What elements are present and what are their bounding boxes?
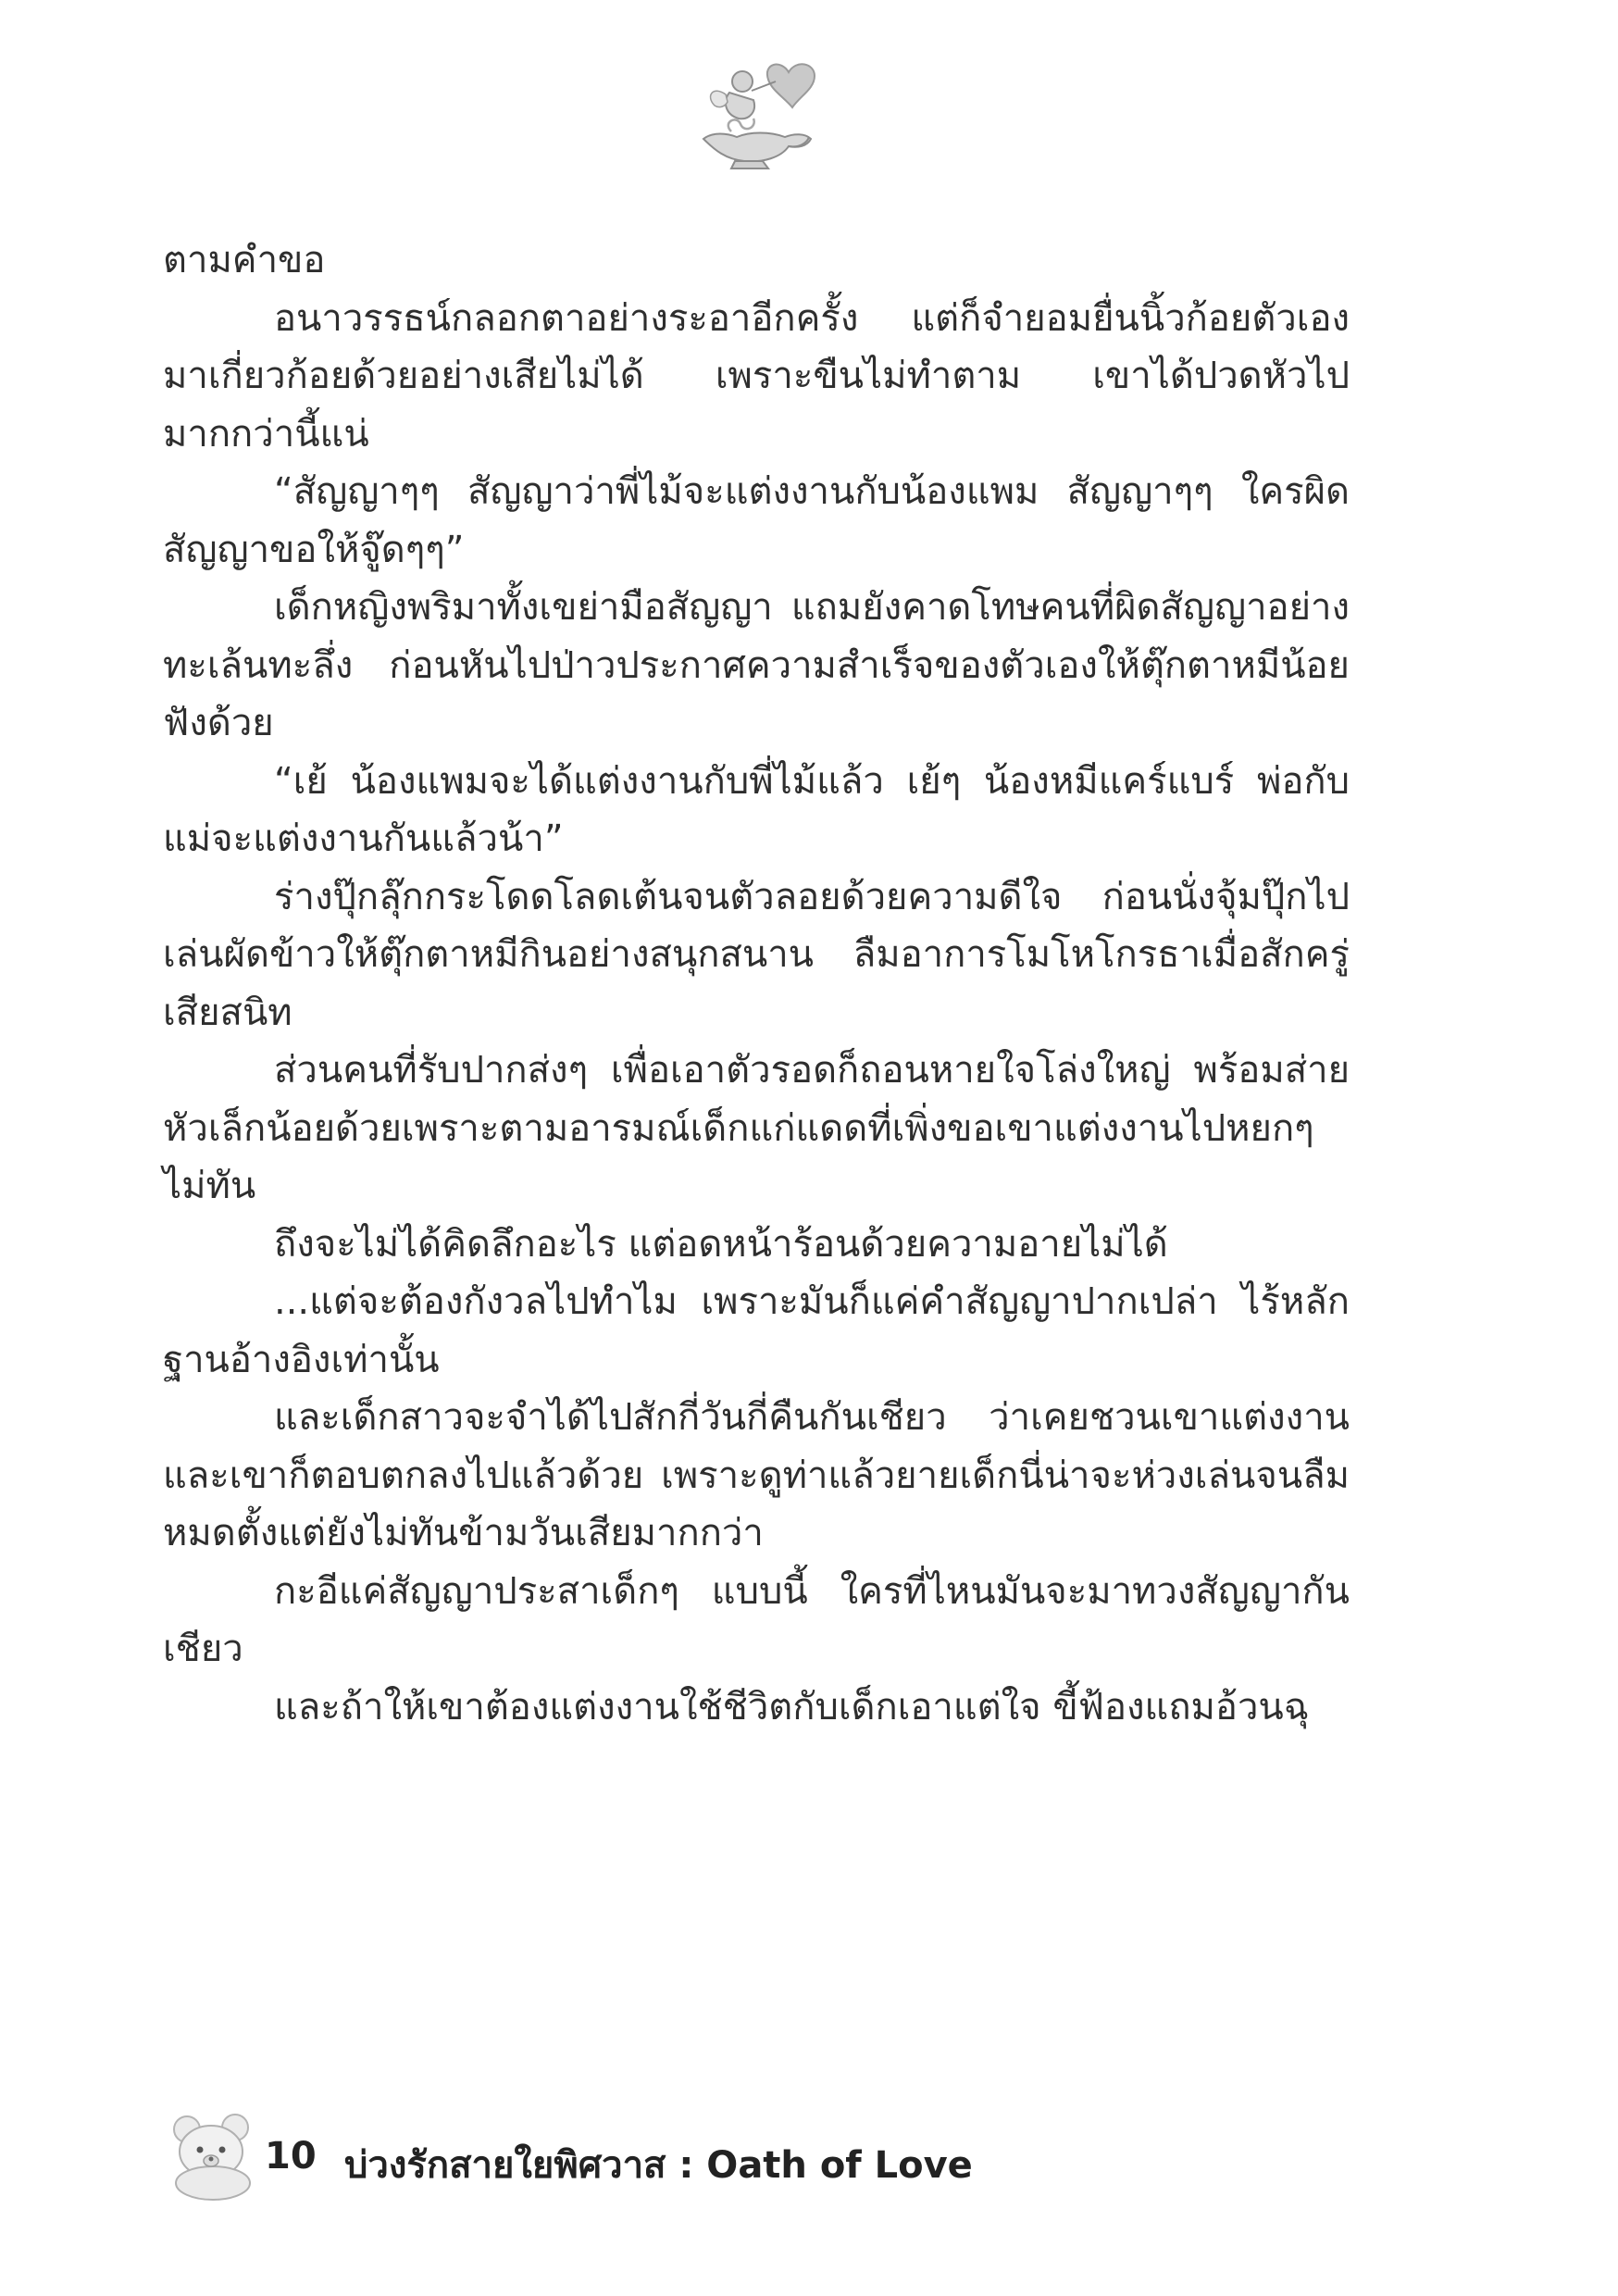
book-title: บ่วงรักสายใยพิศวาส : Oath of Love — [344, 2144, 973, 2187]
paragraph: อนาวรรธน์กลอกตาอย่างระอาอีกครั้ง แต่ก็จำยอมยื่นนิ้วก้อยตัวเองมาเกี่ยวก้อยด้วยอย่างเสียไม่ได้ เพราะขืนไม่ทำตาม เขาได้ปวดหัวไปมากกว่านี้แน่ — [163, 296, 1350, 455]
paragraph: และถ้าให้เขาต้องแต่งงานใช้ชีวิตกับเด็กเอาแต่ใจ ขี้ฟ้องแถมอ้วนฉุ — [274, 1685, 1309, 1728]
paragraph: และเด็กสาวจะจำได้ไปสักกี่วันกี่คืนกันเชียว ว่าเคยชวนเขาแต่งงานและเขาก็ตอบตกลงไปแล้วด้วย เพราะดูท่าแล้วยายเด็กนี่น่าจะห่วงเล่นจนลืมหมดตั้งแต่ยังไม่ทันข้ามวันเสียมากกว่า — [163, 1396, 1350, 1554]
genie-lamp-with-heart-icon — [685, 54, 824, 174]
paragraph: เด็กหญิงพริมาทั้งเขย่ามือสัญญา แถมยังคาดโทษคนที่ผิดสัญญาอย่างทะเล้นทะลึ่ง ก่อนหันไปป่าวประกาศความสำเร็จของตัวเองให้ตุ๊กตาหมีน้อยฟังด้วย — [163, 586, 1350, 744]
teddy-bear-icon — [163, 2109, 263, 2202]
page-footer — [163, 2109, 1350, 2211]
paragraph: กะอีแค่สัญญาประสาเด็กๆ แบบนี้ ใครที่ไหนมันจะมาทวงสัญญากันเชียว — [163, 1569, 1350, 1670]
paragraph: ตามคำขอ — [163, 239, 326, 281]
paragraph: ส่วนคนที่รับปากส่งๆ เพื่อเอาตัวรอดก็ถอนหายใจโล่งใหญ่ พร้อมส่ายหัวเล็กน้อยด้วยเพราะตามอารมณ์เด็กแก่แดดที่เพิ่งขอเขาแต่งงานไปหยกๆ ไม่ทัน — [163, 1049, 1350, 1207]
paragraph: “สัญญาๆๆ สัญญาว่าพี่ไม้จะแต่งงานกับน้องแพม สัญญาๆๆ ใครผิดสัญญาขอให้จู๊ดๆๆ” — [163, 470, 1350, 571]
paragraph: “เย้ น้องแพมจะได้แต่งงานกับพี่ไม้แล้ว เย้ๆ น้องหมีแคร์แบร์ พ่อกับแม่จะแต่งงานกันแล้วน้า” — [163, 759, 1350, 860]
paragraph: ร่างปุ๊กลุ๊กกระโดดโลดเต้นจนตัวลอยด้วยความดีใจ ก่อนนั่งจุ้มปุ๊กไปเล่นผัดข้าวให้ตุ๊กตาหมีกินอย่างสนุกสนาน ลืมอาการโมโหโกรธาเมื่อสักครู่เสียสนิท — [163, 875, 1350, 1034]
paragraph: ถึงจะไม่ได้คิดลึกอะไร แต่อดหน้าร้อนด้วยความอายไม่ได้ — [274, 1222, 1168, 1266]
paragraph: ...แต่จะต้องกังวลไปทำไม เพราะมันก็แค่คำสัญญาปากเปล่า ไร้หลักฐานอ้างอิงเท่านั้น — [163, 1280, 1350, 1381]
chapter-body-text — [163, 231, 1350, 2102]
page-number: 10 — [265, 2135, 317, 2177]
